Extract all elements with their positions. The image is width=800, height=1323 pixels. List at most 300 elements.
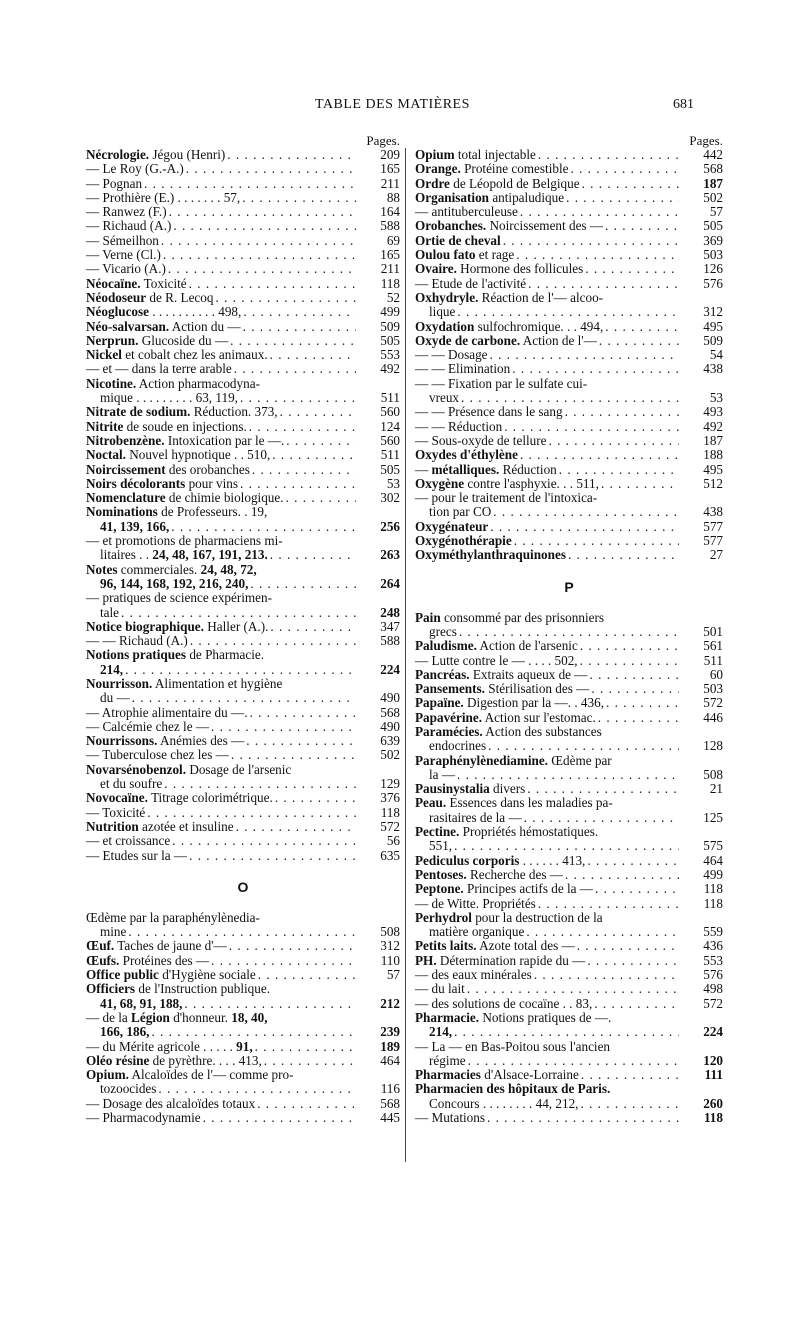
leader-dots xyxy=(504,420,679,434)
leader-dots xyxy=(236,820,356,834)
entry-line xyxy=(415,611,723,625)
index-entry xyxy=(415,782,723,796)
leader-dots xyxy=(272,448,356,462)
index-entry xyxy=(415,277,723,291)
index-entry xyxy=(415,1082,723,1111)
entry-page: 57 xyxy=(709,204,723,220)
entry-text: — des solutions de cocaïne . . 83, xyxy=(415,995,593,1011)
leader-dots xyxy=(128,925,356,939)
entry-page: 129 xyxy=(380,776,400,792)
leader-dots xyxy=(581,1068,679,1082)
index-entry xyxy=(415,639,723,653)
entry-text: — du Mérite agricole . . . . . 91, xyxy=(86,1038,253,1054)
leader-dots xyxy=(548,434,679,448)
entry-line xyxy=(86,634,400,648)
index-entry xyxy=(86,620,400,634)
leader-dots xyxy=(252,463,356,477)
entry-page: 576 xyxy=(703,967,723,983)
index-entry xyxy=(415,348,723,362)
entry-page: 189 xyxy=(380,1038,400,1054)
leader-dots xyxy=(242,191,356,205)
entry-text: grecs xyxy=(429,623,457,639)
leader-dots xyxy=(246,734,356,748)
entry-page: 505 xyxy=(703,218,723,234)
entry-line xyxy=(415,1054,723,1068)
index-entry xyxy=(86,968,400,982)
entry-text: — Calcémie chez le — xyxy=(86,718,210,734)
entry-text: Noircissement des orobanches xyxy=(86,461,250,477)
entry-page: 125 xyxy=(703,809,723,825)
entry-text: — Le Roy (G.-A.) xyxy=(86,161,184,177)
entry-text: — Lutte contre le — . . . . 502, xyxy=(415,652,578,668)
leader-dots xyxy=(468,1054,679,1068)
leader-dots xyxy=(147,806,356,820)
entry-page: 495 xyxy=(703,318,723,334)
entry-text: du — xyxy=(100,690,130,706)
index-entry xyxy=(415,954,723,968)
leader-dots xyxy=(258,968,356,982)
leader-dots xyxy=(227,148,356,162)
leader-dots xyxy=(577,939,679,953)
entry-line xyxy=(415,420,723,434)
leader-dots xyxy=(580,654,679,668)
entry-text: régime xyxy=(429,1052,466,1068)
entry-page: 347 xyxy=(380,618,400,634)
entry-page: 120 xyxy=(703,1052,723,1068)
leader-dots xyxy=(168,262,356,276)
entry-line xyxy=(415,1040,723,1054)
entry-page: 511 xyxy=(380,390,400,406)
entry-page: 57 xyxy=(386,967,400,983)
entry-page: 111 xyxy=(704,1067,723,1083)
entry-text: 41, 68, 91, 188, xyxy=(100,995,183,1011)
index-list-right xyxy=(415,148,723,1125)
entry-page: 118 xyxy=(380,275,400,291)
index-entry xyxy=(415,177,723,191)
leader-dots xyxy=(184,997,356,1011)
entry-line xyxy=(415,868,723,882)
entry-line xyxy=(415,162,723,176)
entry-text: Orobanches. Noircissement des — xyxy=(415,218,604,234)
entry-line xyxy=(86,377,400,391)
entry-text: 166, 186, xyxy=(100,1024,150,1040)
entry-page: 492 xyxy=(380,361,400,377)
index-entry xyxy=(415,1111,723,1125)
index-entry xyxy=(86,420,400,434)
entry-text: — Pognan xyxy=(86,175,143,191)
entry-line xyxy=(86,954,400,968)
entry-page: 53 xyxy=(709,390,723,406)
index-entry xyxy=(415,205,723,219)
leader-dots xyxy=(286,491,356,505)
leader-dots xyxy=(230,334,356,348)
index-entry xyxy=(86,448,400,462)
entry-page: 560 xyxy=(380,404,400,420)
leader-dots xyxy=(172,834,356,848)
entry-line xyxy=(86,448,400,462)
index-entry xyxy=(415,420,723,434)
entry-page: 256 xyxy=(380,518,400,534)
entry-page: 442 xyxy=(703,147,723,162)
index-entry xyxy=(86,234,400,248)
index-entry xyxy=(86,791,400,805)
index-entry xyxy=(415,262,723,276)
entry-line xyxy=(86,1068,400,1082)
entry-text: tale xyxy=(100,604,120,620)
leader-dots xyxy=(565,868,679,882)
entry-line xyxy=(86,334,400,348)
entry-text: PH. Détermination rapide du — xyxy=(415,952,586,968)
entry-page: 165 xyxy=(380,161,400,177)
leader-dots xyxy=(171,520,356,534)
entry-line xyxy=(415,177,723,191)
entry-text: Néo-salvarsan. Action du — xyxy=(86,318,241,334)
entry-line xyxy=(86,849,400,863)
index-entry xyxy=(86,911,400,940)
entry-page: 508 xyxy=(703,766,723,782)
entry-text: — Atrophie alimentaire du —. xyxy=(86,704,248,720)
leader-dots xyxy=(459,625,679,639)
leader-dots xyxy=(250,706,356,720)
index-entry xyxy=(86,405,400,419)
entry-line xyxy=(86,277,400,291)
entry-page: 312 xyxy=(703,304,723,320)
entry-line xyxy=(86,939,400,953)
leader-dots xyxy=(151,1025,356,1039)
entry-page: 495 xyxy=(703,461,723,477)
entry-line xyxy=(86,219,400,233)
entry-line xyxy=(415,534,723,548)
index-entry xyxy=(86,348,400,362)
entry-text: vreux xyxy=(429,390,460,406)
leader-dots xyxy=(503,234,679,248)
entry-line xyxy=(415,725,723,739)
entry-page: 239 xyxy=(380,1024,400,1040)
entry-line xyxy=(86,391,400,405)
index-column-right xyxy=(415,134,723,1125)
index-entry xyxy=(415,696,723,710)
entry-line xyxy=(415,1068,723,1082)
index-entry xyxy=(86,377,400,406)
index-entry xyxy=(415,1040,723,1069)
entry-line xyxy=(86,548,400,562)
entry-text: Oléo résine de pyrèthre. . . . 413, xyxy=(86,1052,262,1068)
entry-line xyxy=(415,811,723,825)
entry-line xyxy=(86,205,400,219)
entry-page: 512 xyxy=(703,475,723,491)
section-letter: P xyxy=(564,578,574,595)
leader-dots xyxy=(528,277,679,291)
entry-page: 110 xyxy=(380,952,400,968)
entry-text: Oxygénothérapie xyxy=(415,533,512,549)
entry-page: 369 xyxy=(703,232,723,248)
entry-text: tozoocides xyxy=(100,1081,157,1097)
entry-text: mique . . . . . . . . . 63, 119, xyxy=(100,390,238,406)
entry-text: — et promotions de pharmaciens mi- xyxy=(86,533,283,549)
index-entry xyxy=(86,982,400,1011)
index-entry xyxy=(415,968,723,982)
index-entry xyxy=(415,654,723,668)
entry-text: — Etude de l'activité xyxy=(415,275,527,291)
index-entry xyxy=(415,491,723,520)
entry-page: 511 xyxy=(703,652,723,668)
entry-text: — — Réduction xyxy=(415,418,503,434)
entry-line xyxy=(415,911,723,925)
entry-page: 505 xyxy=(380,461,400,477)
entry-line xyxy=(415,925,723,939)
leader-dots xyxy=(534,968,679,982)
entry-line xyxy=(415,997,723,1011)
entry-page: 260 xyxy=(703,1095,723,1111)
entry-page: 490 xyxy=(380,690,400,706)
entry-line xyxy=(415,1097,723,1111)
entry-line xyxy=(415,754,723,768)
entry-line xyxy=(415,839,723,853)
index-entry xyxy=(86,706,400,720)
entry-page: 60 xyxy=(709,666,723,682)
entry-text: Nominations de Professeurs. . 19, xyxy=(86,504,268,520)
entry-page: 503 xyxy=(703,247,723,263)
leader-dots xyxy=(189,849,356,863)
index-entry xyxy=(415,520,723,534)
entry-page: 52 xyxy=(386,289,400,305)
leader-dots xyxy=(598,711,679,725)
entry-text: — Pharmacodynamie xyxy=(86,1110,201,1125)
entry-page: 187 xyxy=(703,432,723,448)
entry-line xyxy=(86,777,400,791)
leader-dots xyxy=(125,663,356,677)
entry-line xyxy=(86,505,400,519)
entry-page: 576 xyxy=(703,275,723,291)
leader-dots xyxy=(280,405,356,419)
entry-line xyxy=(415,548,723,562)
entry-text: — et croissance xyxy=(86,833,171,849)
index-entry xyxy=(86,1011,400,1040)
entry-text: Notes commerciales. 24, 48, 72, xyxy=(86,561,257,577)
entry-page: 588 xyxy=(380,218,400,234)
entry-line xyxy=(415,334,723,348)
leader-dots xyxy=(229,939,356,953)
entry-page: 312 xyxy=(380,938,400,954)
entry-text: — Sous-oxyde de tellure xyxy=(415,432,547,448)
leader-dots xyxy=(527,782,679,796)
entry-line xyxy=(86,262,400,276)
entry-page: 126 xyxy=(703,261,723,277)
entry-line xyxy=(86,1040,400,1054)
entry-line xyxy=(415,897,723,911)
index-entry xyxy=(415,854,723,868)
entry-text: Pharmacies d'Alsace-Lorraine xyxy=(415,1067,579,1083)
entry-text: Organisation antipaludique xyxy=(415,189,565,205)
index-entry xyxy=(415,825,723,854)
entry-page: 464 xyxy=(703,852,723,868)
index-entry xyxy=(86,505,400,534)
entry-page: 118 xyxy=(703,1110,723,1125)
entry-text: Nitrobenzène. Intoxication par le —. xyxy=(86,432,285,448)
entry-line xyxy=(415,854,723,868)
leader-dots xyxy=(250,577,356,591)
index-entry xyxy=(86,1054,400,1068)
entry-page: 511 xyxy=(380,447,400,463)
leader-dots xyxy=(186,162,356,176)
entry-line xyxy=(415,477,723,491)
index-entry xyxy=(86,434,400,448)
leader-dots xyxy=(587,954,679,968)
leader-dots xyxy=(270,620,356,634)
entry-text: Néocaïne. Toxicité xyxy=(86,275,187,291)
entry-line xyxy=(415,782,723,796)
index-entry xyxy=(415,1011,723,1040)
index-entry xyxy=(415,234,723,248)
entry-page: 639 xyxy=(380,733,400,749)
entry-line xyxy=(415,362,723,376)
entry-text: — Verne (Cl.) xyxy=(86,247,161,263)
index-entry xyxy=(415,668,723,682)
leader-dots xyxy=(605,320,679,334)
entry-line xyxy=(415,739,723,753)
leader-dots xyxy=(580,639,679,653)
index-entry xyxy=(415,725,723,754)
entry-text: — de Witte. Propriétés xyxy=(415,895,536,911)
entry-text: Novarsénobenzol. Dosage de l'arsenic xyxy=(86,761,292,777)
entry-text: Papavérine. Action sur l'estomac. xyxy=(415,709,596,725)
entry-page: 56 xyxy=(386,833,400,849)
entry-text: Perhydrol pour la destruction de la xyxy=(415,909,603,925)
index-entry xyxy=(415,611,723,640)
entry-line xyxy=(415,277,723,291)
entry-text: Paludisme. Action de l'arsenic xyxy=(415,638,578,654)
entry-line xyxy=(86,911,400,925)
index-entry xyxy=(415,982,723,996)
entry-page: 492 xyxy=(703,418,723,434)
index-entry xyxy=(415,939,723,953)
entry-line xyxy=(86,1054,400,1068)
entry-page: 568 xyxy=(380,1095,400,1111)
index-entry xyxy=(86,248,400,262)
entry-line xyxy=(415,205,723,219)
entry-line xyxy=(86,763,400,777)
leader-dots xyxy=(243,320,356,334)
index-entry xyxy=(86,219,400,233)
entry-text: — — Dosage xyxy=(415,347,488,363)
entry-line xyxy=(86,291,400,305)
index-entry xyxy=(86,834,400,848)
leader-dots xyxy=(164,777,356,791)
index-entry xyxy=(86,305,400,319)
entry-text: Néoglucose . . . . . . . . . . 498, xyxy=(86,304,242,320)
entry-page: 164 xyxy=(380,204,400,220)
entry-text: Oxygène contre l'asphyxie. . . 511, xyxy=(415,475,599,491)
entry-text: — — Fixation par le sulfate cui- xyxy=(415,375,588,391)
entry-page: 505 xyxy=(380,332,400,348)
entry-line xyxy=(86,162,400,176)
entry-page: 499 xyxy=(703,866,723,882)
index-entry xyxy=(86,162,400,176)
leader-dots xyxy=(524,811,679,825)
entry-text: Œuf. Taches de jaune d'— xyxy=(86,938,227,954)
entry-page: 53 xyxy=(386,475,400,491)
leader-dots xyxy=(490,520,679,534)
leader-dots xyxy=(467,982,679,996)
entry-line xyxy=(86,1111,400,1125)
leader-dots xyxy=(605,219,679,233)
entry-line xyxy=(86,720,400,734)
entry-line xyxy=(415,668,723,682)
index-entry xyxy=(86,763,400,792)
index-entry xyxy=(415,997,723,1011)
entry-page: 446 xyxy=(703,709,723,725)
entry-text: 214, xyxy=(429,1024,453,1040)
entry-text: Notice biographique. Haller (A.). xyxy=(86,618,269,634)
index-entry xyxy=(86,634,400,648)
index-entry xyxy=(86,954,400,968)
entry-text: 551, xyxy=(429,838,453,854)
index-entry xyxy=(86,362,400,376)
entry-page: 553 xyxy=(703,952,723,968)
index-entry xyxy=(86,177,400,191)
entry-line xyxy=(86,463,400,477)
entry-text: Notions pratiques de Pharmacie. xyxy=(86,647,265,663)
entry-line xyxy=(415,682,723,696)
entry-page: 499 xyxy=(380,304,400,320)
index-entry xyxy=(86,1097,400,1111)
entry-line xyxy=(86,706,400,720)
entry-text: 41, 139, 166, xyxy=(100,518,170,534)
entry-line xyxy=(86,591,400,605)
leader-dots xyxy=(490,348,679,362)
index-entry xyxy=(415,148,723,162)
entry-line xyxy=(415,954,723,968)
entry-text: Œdème par la paraphénylènedia- xyxy=(86,909,260,925)
entry-text: Nourrisson. Alimentation et hygiène xyxy=(86,675,283,691)
entry-text: Officiers de l'Instruction publique. xyxy=(86,981,271,997)
entry-page: 493 xyxy=(703,404,723,420)
leader-dots xyxy=(587,854,679,868)
entry-text: Nitrite de soude en injections. xyxy=(86,418,247,434)
entry-line xyxy=(86,748,400,762)
entry-text: — du lait xyxy=(415,981,465,997)
entry-text: — des eaux minérales xyxy=(415,967,532,983)
entry-page: 502 xyxy=(703,189,723,205)
entry-line xyxy=(415,982,723,996)
entry-text: Nitrate de sodium. Réduction. 373, xyxy=(86,404,278,420)
leader-dots xyxy=(538,897,679,911)
entry-page: 438 xyxy=(703,504,723,520)
leader-dots xyxy=(594,997,679,1011)
running-header xyxy=(0,97,800,117)
entry-line xyxy=(86,734,400,748)
entry-text: matière organique xyxy=(429,924,525,940)
index-entry xyxy=(415,796,723,825)
leader-dots xyxy=(526,925,679,939)
entry-text: Oxydation sulfochromique. . . 494, xyxy=(415,318,604,334)
index-entry xyxy=(415,448,723,462)
entry-text: Nicotine. Action pharmacodyna- xyxy=(86,375,260,391)
entry-page: 209 xyxy=(380,147,400,162)
entry-page: 635 xyxy=(380,847,400,863)
entry-line xyxy=(415,348,723,362)
leader-dots xyxy=(591,682,679,696)
leader-dots xyxy=(488,739,679,753)
entry-text: — et — dans la terre arable xyxy=(86,361,232,377)
entry-text: Pancréas. Extraits aqueux de — xyxy=(415,666,588,682)
entry-text: Nickel et cobalt chez les animaux. xyxy=(86,347,268,363)
entry-line xyxy=(86,1011,400,1025)
leader-dots xyxy=(580,1097,679,1111)
entry-line xyxy=(86,691,400,705)
index-entry xyxy=(415,868,723,882)
leader-dots xyxy=(255,1040,356,1054)
